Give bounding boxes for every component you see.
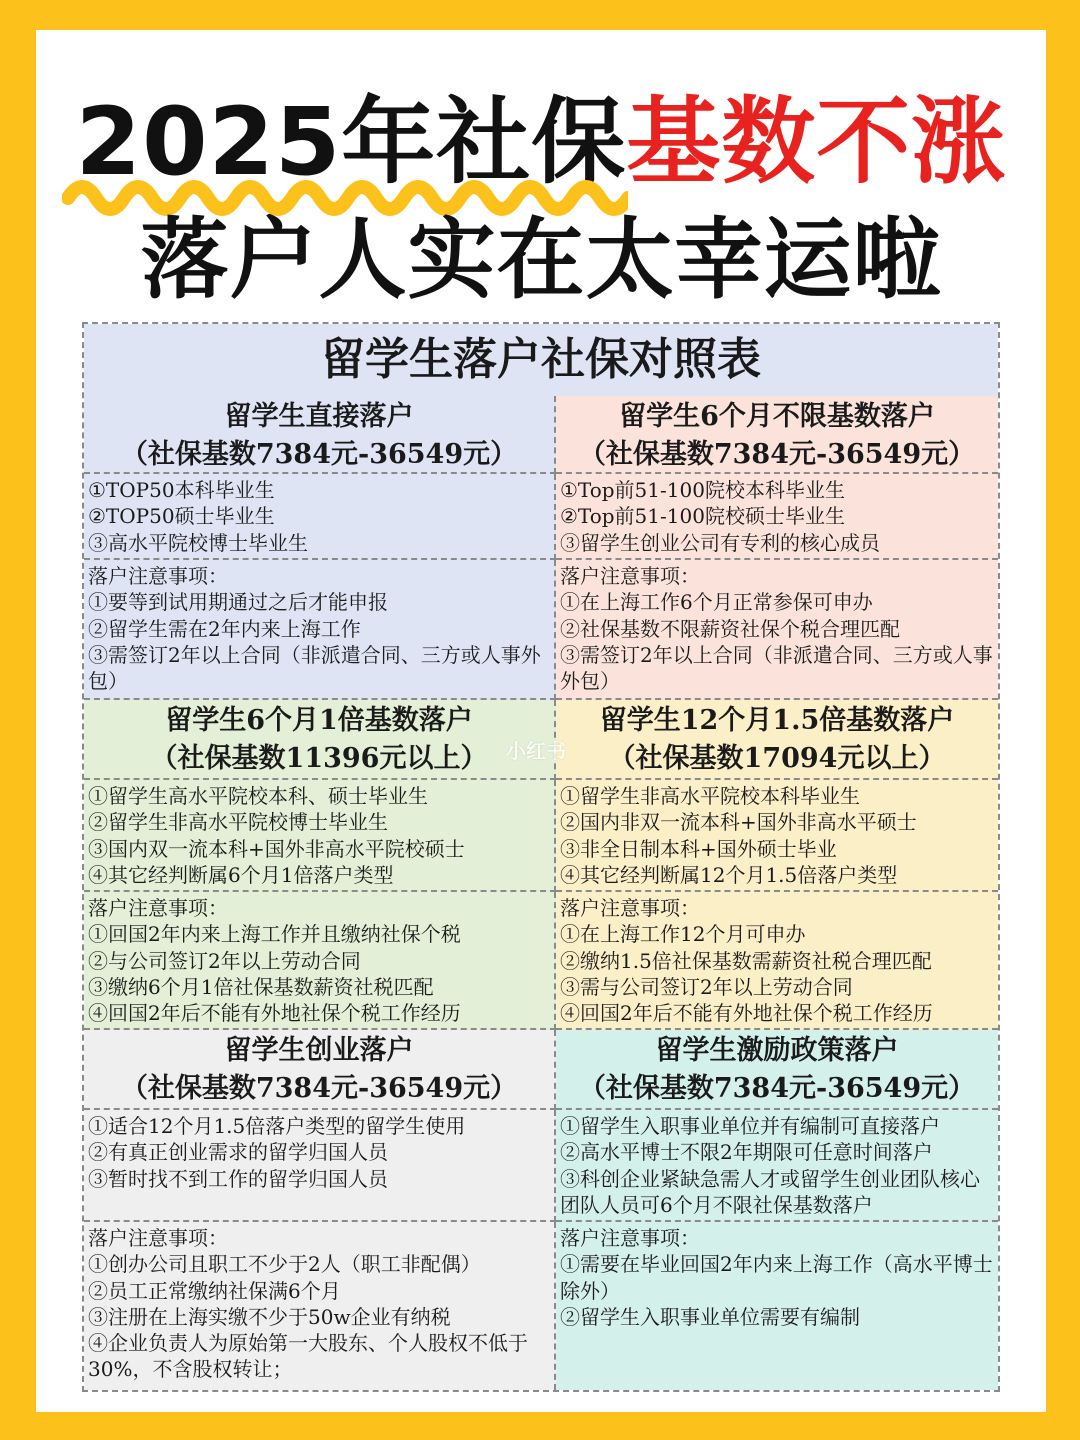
section-subtitle: （社保基数7384元-36549元） xyxy=(120,439,518,470)
list-item: ②留学生入职事业单位需要有编制 xyxy=(560,1304,860,1329)
section-incentive-eligibility xyxy=(556,1110,998,1222)
section-subtitle: （社保基数11396元以上） xyxy=(150,743,488,774)
comparison-table xyxy=(82,322,1000,1392)
notes-label: 落户注意事项： xyxy=(88,896,228,920)
list-item: ③注册在上海实缴不少于50w企业有纳税 xyxy=(88,1304,451,1329)
headline-line-2: 落户人实在太幸运啦 xyxy=(140,208,942,311)
list-item: ②TOP50硕士毕业生 xyxy=(88,504,275,529)
list-item: ②与公司签订2年以上劳动合同 xyxy=(88,948,361,973)
list-item: ②缴纳1.5倍社保基数需薪资社税合理匹配 xyxy=(560,948,932,973)
section-startup-notes xyxy=(84,1222,556,1390)
section-incentive-notes xyxy=(556,1222,998,1390)
section-6m-unlimited-notes xyxy=(556,560,998,700)
table-title: 留学生落户社保对照表 xyxy=(84,324,998,398)
section-title: 留学生激励政策落户 xyxy=(655,1035,899,1066)
section-startup-header xyxy=(84,1030,556,1110)
list-item: ①需要在毕业回国2年内来上海工作（高水平博士除外） xyxy=(560,1252,993,1303)
section-title: 留学生6个月1倍基数落户 xyxy=(165,705,473,736)
section-title: 留学生6个月不限基数落户 xyxy=(619,401,935,432)
list-item: ①要等到试用期通过之后才能申报 xyxy=(88,590,388,615)
poster xyxy=(36,30,1046,1412)
notes-label: 落户注意事项： xyxy=(88,1226,228,1250)
section-direct-notes xyxy=(84,560,556,700)
list-item: ④回国2年后不能有外地社保个税工作经历 xyxy=(560,1001,933,1026)
section-6m-1x-notes xyxy=(84,892,556,1030)
section-direct-header xyxy=(84,396,556,474)
list-item: ②留学生非高水平院校博士毕业生 xyxy=(88,810,388,835)
section-direct-eligibility xyxy=(84,474,556,560)
list-item: ②有真正创业需求的留学归国人员 xyxy=(88,1140,388,1165)
list-item: ③国内双一流本科+国外非高水平院校硕士 xyxy=(88,836,465,861)
section-12m-1.5x-header xyxy=(556,700,998,780)
section-6m-unlimited-header xyxy=(556,396,998,474)
list-item: ①留学生非高水平院校本科毕业生 xyxy=(560,784,860,808)
section-subtitle: （社保基数7384元-36549元） xyxy=(578,1073,976,1104)
notes-label: 落户注意事项： xyxy=(560,896,700,920)
list-item: ④其它经判断属6个月1倍落户类型 xyxy=(88,862,394,887)
list-item: ①留学生入职事业单位并有编制可直接落户 xyxy=(560,1114,940,1138)
list-item: ③需与公司签订2年以上劳动合同 xyxy=(560,974,853,999)
section-12m-1.5x-notes xyxy=(556,892,998,1030)
list-item: ③留学生创业公司有专利的核心成员 xyxy=(560,530,880,555)
list-item: ①Top前51-100院校本科毕业生 xyxy=(560,478,845,502)
notes-label: 落户注意事项： xyxy=(560,564,700,588)
section-12m-1.5x-eligibility xyxy=(556,780,998,892)
section-title: 留学生直接落户 xyxy=(224,401,414,432)
section-subtitle: （社保基数7384元-36549元） xyxy=(120,1073,518,1104)
list-item: ①TOP50本科毕业生 xyxy=(88,478,275,502)
section-6m-1x-header xyxy=(84,700,556,780)
list-item: ④企业负责人为原始第一大股东、个人股权不低于30%，不含股权转让； xyxy=(88,1331,528,1382)
section-startup-eligibility xyxy=(84,1110,556,1222)
list-item: ②国内非双一流本科+国外非高水平硕士 xyxy=(560,810,917,835)
section-incentive-header xyxy=(556,1030,998,1110)
list-item: ①创办公司且职工不少于2人（职工非配偶） xyxy=(88,1252,481,1277)
section-title: 留学生创业落户 xyxy=(224,1035,414,1066)
list-item: ④其它经判断属12个月1.5倍落户类型 xyxy=(560,862,898,887)
watermark-text: 小红书 xyxy=(506,739,566,763)
list-item: ③科创企业紧缺急需人才或留学生创业团队核心团队人员可6个月不限社保基数落户 xyxy=(560,1166,980,1217)
list-item: ③需签订2年以上合同（非派遣合同、三方或人事外包） xyxy=(560,642,993,694)
section-6m-1x-eligibility xyxy=(84,780,556,892)
list-item: ③高水平院校博士毕业生 xyxy=(88,530,308,555)
notes-label: 落户注意事项： xyxy=(560,1226,700,1250)
section-6m-unlimited-eligibility xyxy=(556,474,998,560)
list-item: ①适合12个月1.5倍落户类型的留学生使用 xyxy=(88,1114,466,1138)
list-item: ③缴纳6个月1倍社保基数薪资社税匹配 xyxy=(88,974,434,999)
list-item: ③暂时找不到工作的留学归国人员 xyxy=(88,1166,388,1191)
notes-label: 落户注意事项： xyxy=(88,564,228,588)
section-subtitle: （社保基数7384元-36549元） xyxy=(578,439,976,470)
section-title: 留学生12个月1.5倍基数落户 xyxy=(599,705,955,736)
list-item: ①留学生高水平院校本科、硕士毕业生 xyxy=(88,784,428,808)
section-subtitle: （社保基数17094元以上） xyxy=(608,743,946,774)
list-item: ①回国2年内来上海工作并且缴纳社保个税 xyxy=(88,922,461,947)
list-item: ②员工正常缴纳社保满6个月 xyxy=(88,1278,341,1303)
list-item: ③非全日制本科+国外硕士毕业 xyxy=(560,836,837,861)
list-item: ①在上海工作12个月可申办 xyxy=(560,922,806,947)
list-item: ②留学生需在2年内来上海工作 xyxy=(88,616,361,641)
headline-prefix: 2025年社保 xyxy=(75,88,627,197)
list-item: ②社保基数不限薪资社保个税合理匹配 xyxy=(560,616,900,641)
list-item: ④回国2年后不能有外地社保个税工作经历 xyxy=(88,1001,461,1026)
list-item: ②Top前51-100院校硕士毕业生 xyxy=(560,504,845,529)
headline-highlight: 基数不涨 xyxy=(626,88,1007,197)
list-item: ③需签订2年以上合同（非派遣合同、三方或人事外包） xyxy=(88,642,541,694)
list-item: ②高水平博士不限2年期限可任意时间落户 xyxy=(560,1140,933,1165)
list-item: ①在上海工作6个月正常参保可申办 xyxy=(560,590,873,615)
